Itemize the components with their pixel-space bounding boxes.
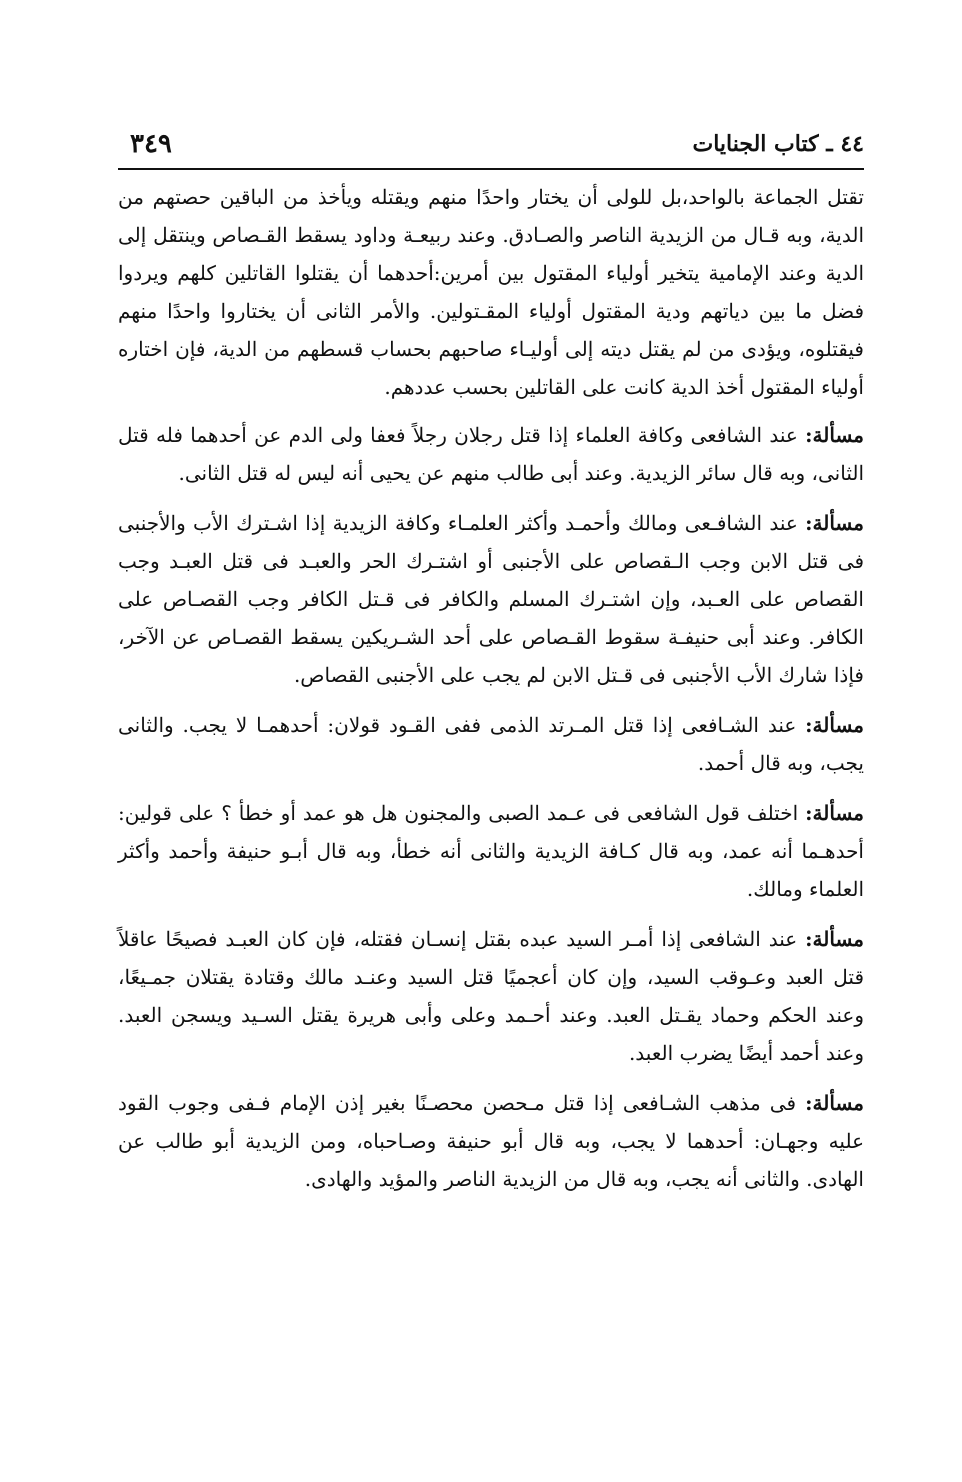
masala-label: مسألة: — [805, 423, 865, 447]
header-divider — [118, 168, 864, 170]
paragraph-continuation — [118, 178, 864, 406]
paragraph-text: تقتل الجماعة بالواحد،بل للولى أن يختار واحدًا منهم ويقتله ويأخذ من الباقين حصتهم من الدية، وبه قـال من الزيدية الناصر والصـادق. وعند ربيعـة وداود يسقط القـصاص وينتقل إلى الدية وعند الإمامية يتخير أولياء المقتول بين أمرين:أحدهما أن يقتلوا القاتلين كلهم ويردوا فضل ما بين دياتهم ودية المقتول أولياء المقـتولين. والأمر الثانى أن يختاروا واحدًا منهم فيقتلوه، ويؤدى من لم يقتل ديته إلى أوليـاء صاحبهم بحساب قسطهم من الدية، فإن اختاره أولياء المقتول أخذ الدية كانت على القاتلين بحسب عددهم. — [118, 185, 864, 399]
paragraph-text: عند الشافعى وكافة العلماء إذا قتل رجلان رجلاً فعفا ولى الدم عن أحدهما فله قتل الثانى، وبه قال سائر الزيدية. وعند أبى طالب منهم عن يحيى أنه ليس له قتل الثانى. — [118, 423, 864, 485]
paragraph-masala — [118, 504, 864, 694]
masala-label: مسألة: — [805, 927, 865, 951]
paragraph-text: اختلف قول الشافعى فى عـمد الصبى والمجنون هل هو عمد أو خطأ ؟ على قولين: أحدهـما أنه عمد، وبه قال كـافة الزيدية والثانى أنه خطأ، وبه قال أبـو حنيفة وأحمد وأكثر العلماء ومالك. — [118, 801, 864, 901]
page-number: ٣٤٩ — [130, 129, 172, 159]
paragraph-text: فى مذهب الشـافعى إذا قتل مـحصن محصـنًا بغير إذن الإمام فـفى وجوب القود عليه وجهـان: أحدهما لا يجب، وبه قال أبو حنيفة وصـاحباه، ومن الزيدية أبو طالب عن الهادى. والثانى أنه يجب، وبه قال من الزيدية الناصر والمؤيد والهادى. — [118, 1091, 864, 1191]
page-body — [118, 178, 864, 1210]
paragraph-text: عند الشـافعى إذا قتل المـرتد الذمى ففى القـود قولان: أحدهمـا لا يجب. والثانى يجب، وبه قال أحمد. — [118, 713, 864, 775]
page-header — [118, 125, 864, 165]
masala-label: مسألة: — [805, 1091, 865, 1115]
paragraph-masala — [118, 794, 864, 908]
masala-label: مسألة: — [805, 801, 865, 825]
paragraph-masala — [118, 706, 864, 782]
paragraph-masala — [118, 416, 864, 492]
chapter-title: ٤٤ ـ كتاب الجنايات — [692, 131, 864, 157]
masala-label: مسألة: — [805, 511, 864, 535]
paragraph-text: عند الشافعى إذا أمـر السيد عبده بقتل إنسـان فقتله، فإن كان العبـد فصيحًا عاقلاً قتل العبد وعـوقب السيد، وإن كان أعجميًا قتل السيد وعنـد مالك وقتادة يقتلان جمـيعًا، وعند الحكم وحماد يقـتل العبد. وعند أحـمد وعلى وأبى هريرة يقتل السـيد ويسجن العبد. وعند أحمد أيضًا يضرب العبد. — [118, 927, 865, 1065]
paragraph-masala — [118, 1084, 864, 1198]
masala-label: مسألة: — [805, 713, 865, 737]
paragraph-text: عند الشافـعى ومالك وأحمـد وأكثر العلمـاء وكافة الزيدية إذا اشـترك الأب والأجنبى فى قتل الابن وجب الـقصاص على الأجنبى أو اشتـرك الحر والعبـد فى قتل العبـد وجب القصاص على العـبد، وإن اشتـرك المسلم والكافر فى قـتل الكافر وجب القصـاص على الكافر. وعند أبى حنيفـة سقوط القـصاص على أحد الشـريكين يسقط القصـاص عن الآخر، فإذا شارك الأب الأجنبى فى قـتل الابن لم يجب على الأجنبى القصاص. — [118, 511, 864, 687]
paragraph-masala — [118, 920, 864, 1072]
